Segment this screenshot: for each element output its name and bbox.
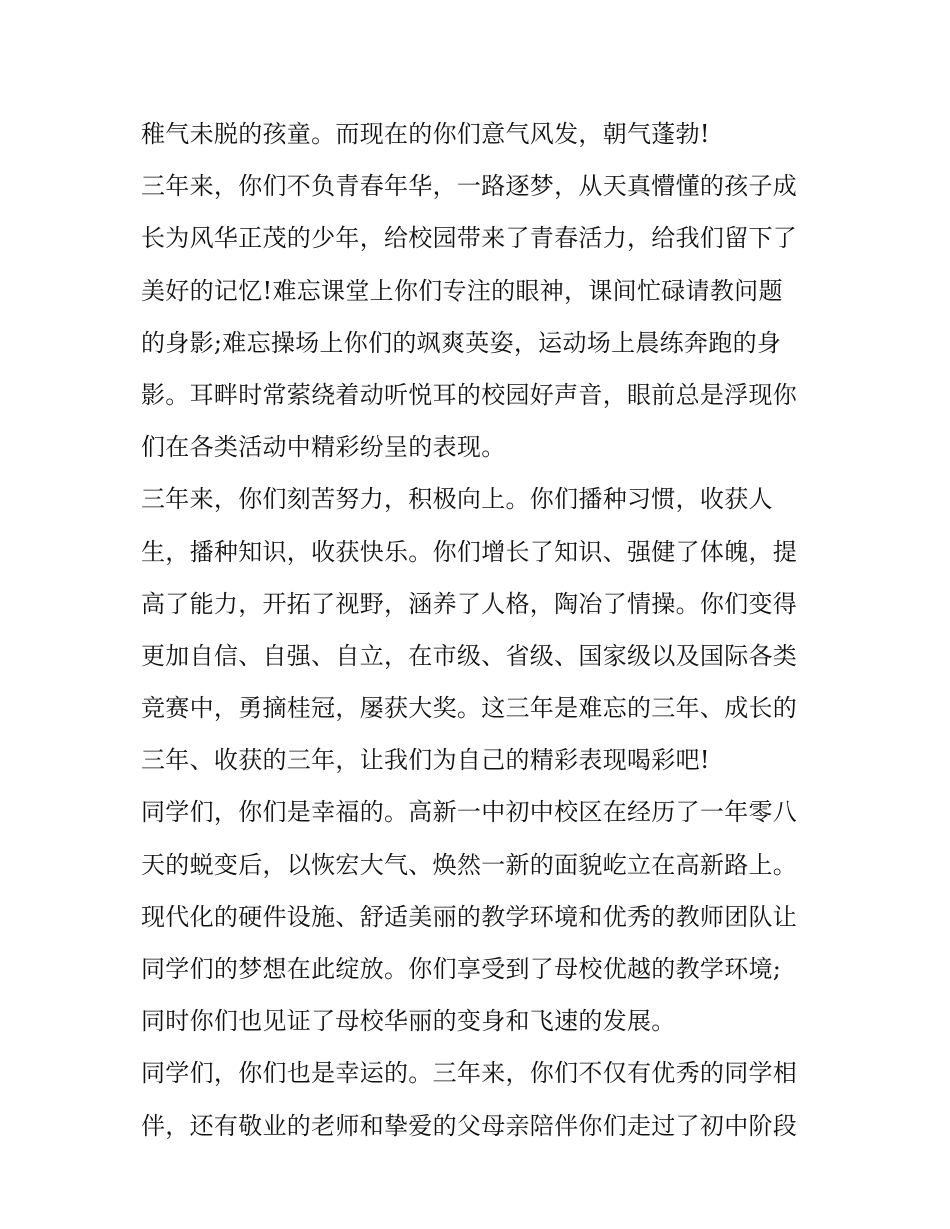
- text-line: 的身影;难忘操场上你们的飒爽英姿，运动场上晨练奔跑的身: [141, 328, 782, 357]
- text-line: 高了能力，开拓了视野，涵养了人格，陶冶了情操。你们变得: [141, 589, 798, 618]
- text-line: 同学们，你们也是幸运的。三年来，你们不仅有优秀的同学相: [141, 1059, 798, 1088]
- text-line: 天的蜕变后，以恢宏大气、焕然一新的面貌屹立在高新路上。: [141, 850, 798, 879]
- text-line: 伴，还有敬业的老师和挚爱的父母亲陪伴你们走过了初中阶段: [141, 1111, 798, 1140]
- text-line: 影。耳畔时常萦绕着动听悦耳的校园好声音，眼前总是浮现你: [141, 380, 798, 409]
- text-line: 三年来，你们刻苦努力，积极向上。你们播种习惯，收获人: [141, 485, 773, 514]
- text-line: 同时你们也见证了母校华丽的变身和飞速的发展。: [141, 1007, 676, 1036]
- text-line: 竞赛中，勇摘桂冠，屡获大奖。这三年是难忘的三年、成长的: [141, 694, 798, 723]
- text-line: 同学们，你们是幸福的。高新一中初中校区在经历了一年零八: [141, 798, 798, 827]
- text-line: 三年、收获的三年，让我们为自己的精彩表现喝彩吧!: [141, 746, 710, 775]
- text-line: 三年来，你们不负青春年华，一路逐梦，从天真懵懂的孩子成: [141, 172, 798, 201]
- text-line: 更加自信、自强、自立，在市级、省级、国家级以及国际各类: [141, 641, 798, 670]
- text-line: 现代化的硬件设施、舒适美丽的教学环境和优秀的教师团队让: [141, 902, 798, 931]
- text-line: 美好的记忆!难忘课堂上你们专注的眼神，课间忙碌请教问题: [141, 276, 783, 305]
- text-line: 们在各类活动中精彩纷呈的表现。: [141, 433, 506, 462]
- text-line: 生，播种知识，收获快乐。你们增长了知识、强健了体魄，提: [141, 537, 798, 566]
- text-line: 稚气未脱的孩童。而现在的你们意气风发，朝气蓬勃!: [141, 120, 710, 148]
- speech-text-block: [141, 108, 821, 1152]
- text-line: 同学们的梦想在此绽放。你们享受到了母校优越的教学环境;: [141, 955, 782, 983]
- text-line: 长为风华正茂的少年，给校园带来了青春活力，给我们留下了: [141, 224, 798, 253]
